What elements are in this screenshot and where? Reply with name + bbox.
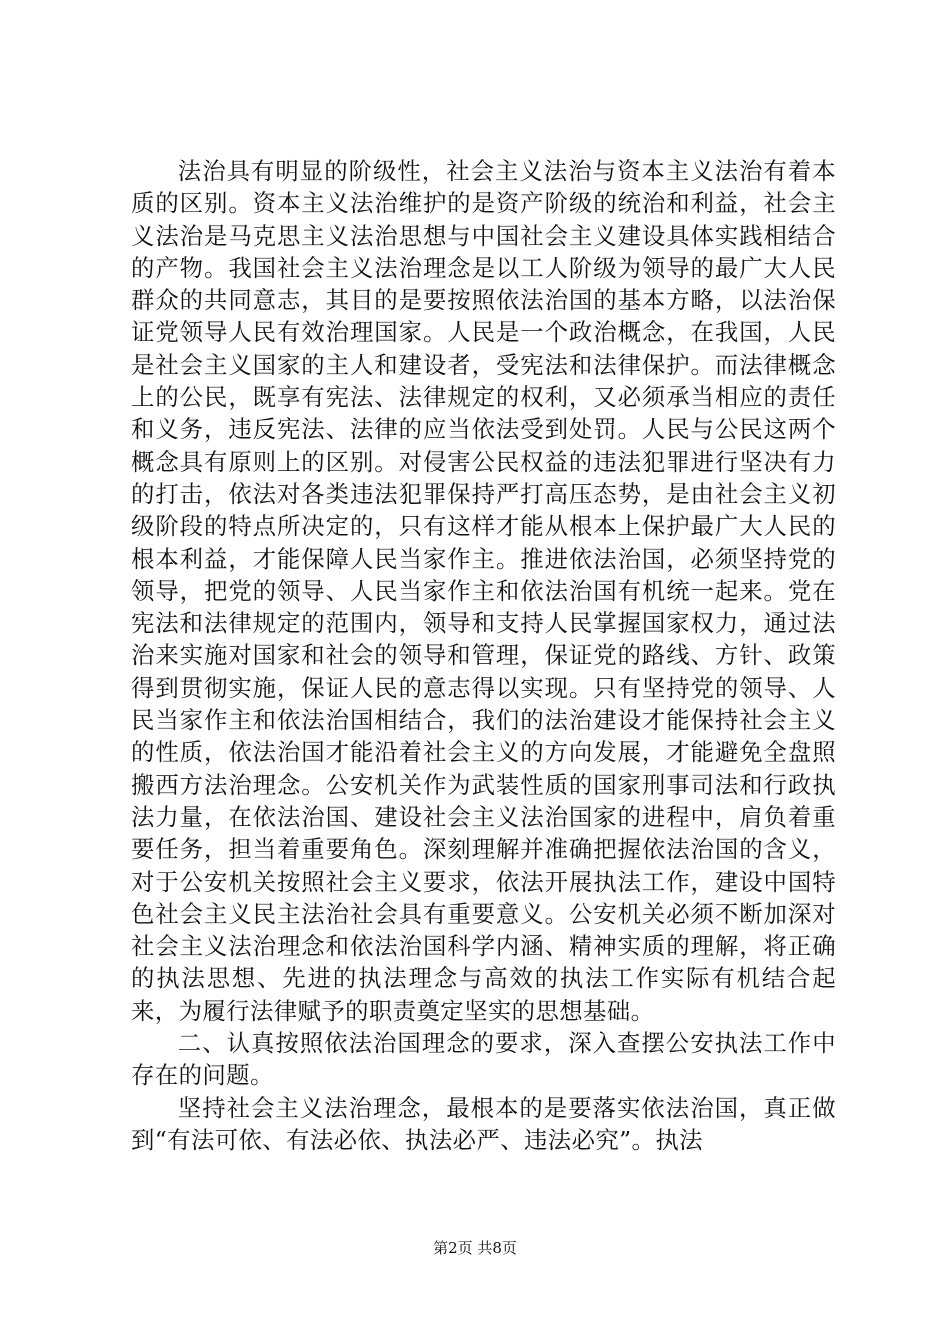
page-footer xyxy=(0,1238,950,1258)
paragraph-section-two-heading: 二、认真按照依法治国理念的要求，深入查摆公安执法工作中存在的问题。 xyxy=(131,1029,836,1090)
paragraph-implement-rule-of-law: 坚持社会主义法治理念，最根本的是要落实依法治国，真正做到“有法可依、有法必依、执法必严、违法必究”。执法 xyxy=(131,1093,836,1154)
paragraph-rule-of-law-class-nature: 法治具有明显的阶级性，社会主义法治与资本主义法治有着本质的区别。资本主义法治维护的是资产阶级的统治和利益，社会主义法治是马克思主义法治思想与中国社会主义建设具体实践相结合的产物。我国社会主义法治理念是以工人阶级为领导的最广大人民群众的共同意志，其目的是要按照依法治国的基本方略，以法治保证党领导人民有效治理国家。人民是一个政治概念，在我国，人民是社会主义国家的主人和建设者，受宪法和法律保护。而法律概念上的公民，既享有宪法、法律规定的权利，又必须承当相应的责任和义务，违反宪法、法律的应当依法受到处罚。人民与公民这两个概念具有原则上的区别。对侵害公民权益的违法犯罪进行坚决有力的打击，依法对各类违法犯罪保持严打高压态势，是由社会主义初级阶段的特点所决定的，只有这样才能从根本上保护最广大人民的根本利益，才能保障人民当家作主。推进依法治国，必须坚持党的领导，把党的领导、人民当家作主和依法治国有机统一起来。党在宪法和法律规定的范围内，领导和支持人民掌握国家权力，通过法治来实施对国家和社会的领导和管理，保证党的路线、方针、政策得到贯彻实施，保证人民的意志得以实现。只有坚持党的领导、人民当家作主和依法治国相结合，我们的法治建设才能保持社会主义的性质，依法治国才能沿着社会主义的方向发展，才能避免全盘照搬西方法治理念。公安机关作为武装性质的国家刑事司法和行政执法力量，在依法治国、建设社会主义法治国家的进程中，肩负着重要任务，担当着重要角色。深刻理解并准确把握依法治国的含义，对于公安机关按照社会主义要求，依法开展执法工作，建设中国特色社会主义民主法治社会具有重要意义。公安机关必须不断加深对社会主义法治理念和依法治国科学内涵、精神实质的理解，将正确的执法思想、先进的执法理念与高效的执法工作实际有机结合起来，为履行法律赋予的职责奠定坚实的思想基础。 xyxy=(131,157,836,1025)
document-body xyxy=(131,155,836,1156)
page-number-label: 第2页 共8页 xyxy=(433,1239,517,1257)
